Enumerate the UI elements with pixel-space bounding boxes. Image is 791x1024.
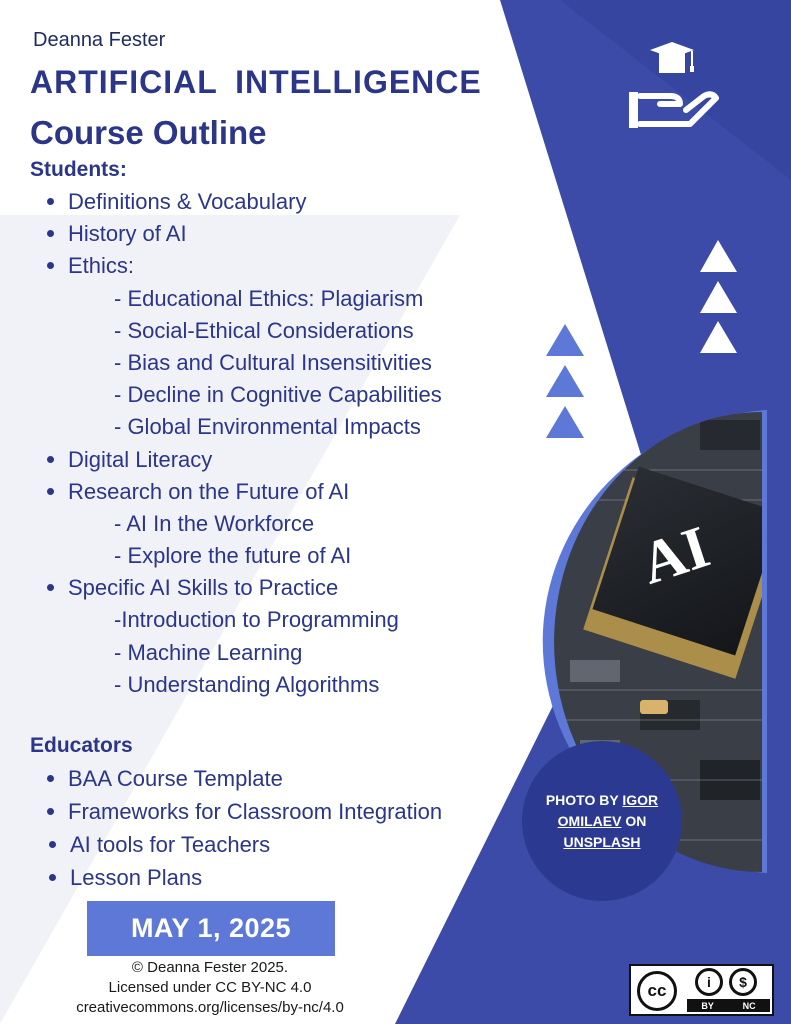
ai-chip-label: AI bbox=[633, 513, 717, 597]
list-subitem: - Educational Ethics: Plagiarism bbox=[114, 285, 424, 311]
list-item: Definitions & Vocabulary bbox=[68, 186, 442, 218]
list-item: AI tools for Teachers bbox=[70, 829, 444, 862]
license-line: Licensed under CC BY-NC 4.0 bbox=[108, 979, 312, 996]
attribution-icon: i bbox=[695, 968, 723, 996]
list-item: Digital Literacy bbox=[68, 444, 442, 476]
cc-icon: cc bbox=[637, 971, 677, 1011]
list-subitem: - Machine Learning bbox=[114, 639, 303, 665]
list-subitem: - Social-Ethical Considerations bbox=[114, 317, 414, 343]
list-subitem: -Introduction to Programming bbox=[114, 607, 399, 633]
students-heading: Students: bbox=[30, 158, 127, 181]
list-item: Specific AI Skills to Practice bbox=[68, 572, 442, 604]
license-text bbox=[20, 958, 400, 1018]
list-item: Ethics: bbox=[68, 250, 442, 282]
educators-list bbox=[68, 763, 442, 895]
list-item: BAA Course Template bbox=[68, 763, 442, 796]
page-subtitle: Course Outline bbox=[30, 114, 267, 151]
list-item: Frameworks for Classroom Integration bbox=[68, 796, 442, 829]
by-label: BY bbox=[701, 1000, 714, 1011]
photo-credit-badge: PHOTO BY IGOR OMILAEV ON UNSPLASH bbox=[522, 741, 682, 901]
author-name: Deanna Fester bbox=[33, 29, 166, 51]
unsplash-link[interactable]: UNSPLASH bbox=[563, 833, 641, 850]
cc-license-badge[interactable] bbox=[629, 964, 774, 1016]
page-title: ARTIFICIAL INTELLIGENCE bbox=[30, 64, 482, 100]
date-badge: MAY 1, 2025 bbox=[87, 901, 335, 956]
noncommercial-icon: $ bbox=[729, 968, 757, 996]
list-item: Research on the Future of AI bbox=[68, 476, 442, 508]
list-subitem: - Explore the future of AI bbox=[114, 543, 352, 569]
list-subitem: - Understanding Algorithms bbox=[114, 671, 380, 697]
list-subitem: - AI In the Workforce bbox=[114, 510, 315, 536]
list-item: Lesson Plans bbox=[70, 862, 444, 895]
nc-label: NC bbox=[742, 1000, 756, 1011]
list-subitem: - Bias and Cultural Insensitivities bbox=[114, 349, 432, 375]
cc-tags bbox=[687, 999, 770, 1012]
blue-triangles bbox=[546, 324, 584, 438]
list-subitem: - Decline in Cognitive Capabilities bbox=[114, 382, 442, 408]
photographer-link[interactable]: IGOR bbox=[622, 791, 659, 808]
list-item: History of AI bbox=[68, 218, 442, 250]
license-url: creativecommons.org/licenses/by-nc/4.0 bbox=[76, 999, 344, 1016]
copyright-line: © Deanna Fester 2025. bbox=[131, 959, 289, 976]
students-list bbox=[68, 186, 442, 701]
educators-heading: Educators bbox=[30, 734, 133, 757]
photographer-link-2[interactable]: OMILAEV bbox=[557, 812, 622, 829]
list-subitem: - Global Environmental Impacts bbox=[114, 414, 421, 440]
